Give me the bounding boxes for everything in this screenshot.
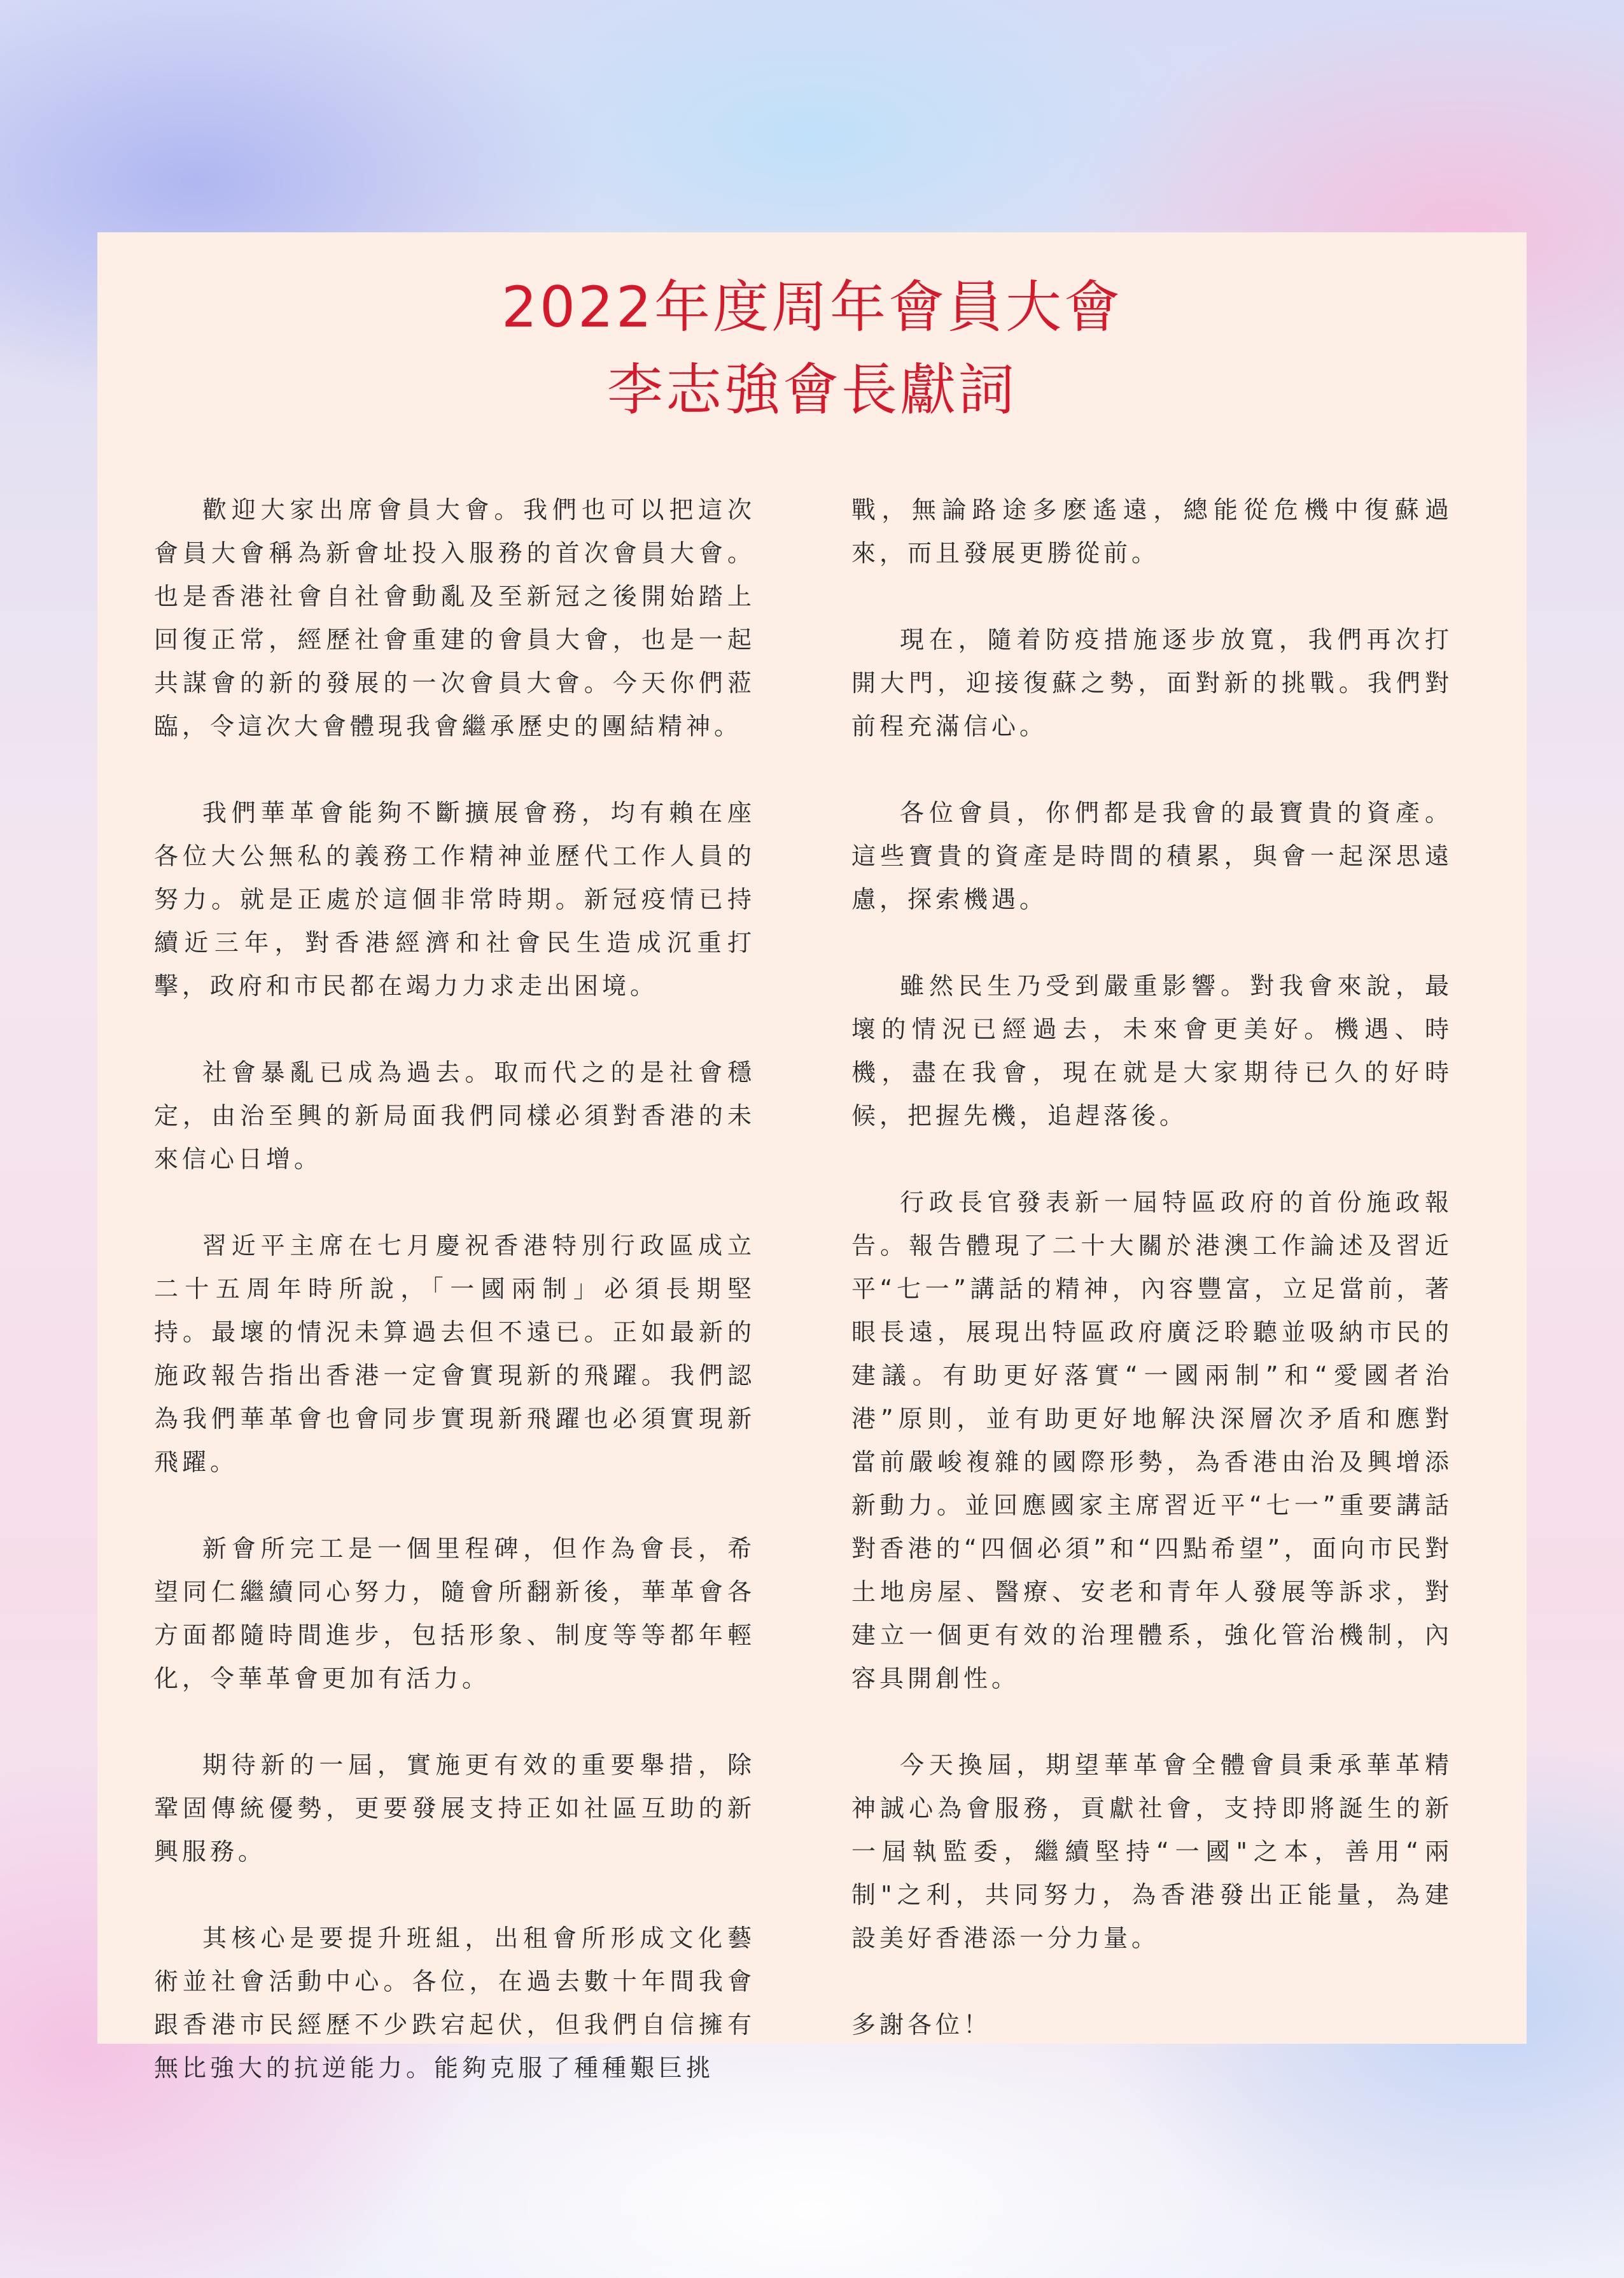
speech-title: 2022年度周年會員大會 <box>501 274 1123 340</box>
left-column <box>154 488 755 2090</box>
paragraph: 各位會員，你們都是我會的最寶貴的資產。這些寶貴的資產是時間的積累，與會一起深思遠慮，探索機遇。 <box>851 799 1453 913</box>
paragraph: 我們華革會能夠不斷擴展會務，均有賴在座各位大公無私的義務工作精神並歷代工作人員的努力。就是正處於這個非常時期。新冠疫情已持續近三年，對香港經濟和社會民生造成沉重打擊，政府和市民都在竭力力求走出困境。 <box>154 799 755 1000</box>
paragraph: 習近平主席在七月慶祝香港特別行政區成立二十五周年時所說，「一國兩制」必須長期堅持。最壞的情況未算過去但不遠已。正如最新的施政報告指出香港一定會實現新的飛躍。我們認為我們華革會也會同步實現新飛躍也必須實現新飛躍。 <box>154 1232 755 1476</box>
paragraph: 歡迎大家出席會員大會。我們也可以把這次會員大會稱為新會址投入服務的首次會員大會。也是香港社會自社會動亂及至新冠之後開始踏上回復正常，經歷社會重建的會員大會，也是一起共謀會的新的發展的一次會員大會。今天你們蒞臨，令這次大會體現我會繼承歷史的團結精神。 <box>154 496 755 740</box>
paragraph: 現在，隨着防疫措施逐步放寬，我們再次打開大門，迎接復蘇之勢，面對新的挑戰。我們對前程充滿信心。 <box>851 626 1453 740</box>
paragraph: 期待新的一屆，實施更有效的重要舉措，除鞏固傳統優勢，更要發展支持正如社區互助的新興服務。 <box>154 1751 755 1866</box>
paragraph: 戰，無論路途多麽遙遠，總能從危機中復蘇過來，而且發展更勝從前。 <box>851 496 1453 567</box>
paragraph: 新會所完工是一個里程碑，但作為會長，希望同仁繼續同心努力，隨會所翻新後，華革會各方面都隨時間進步，包括形象、制度等等都年輕化，令華革會更加有活力。 <box>154 1535 755 1692</box>
closing-line: 多謝各位！ <box>851 2011 992 2039</box>
speech-panel <box>97 232 1527 2082</box>
paragraph: 社會暴亂已成為過去。取而代之的是社會穩定，由治至興的新局面我們同樣必須對香港的未來信心日增。 <box>154 1058 755 1173</box>
paragraph: 行政長官發表新一屆特區政府的首份施政報告。報告體現了二十大關於港澳工作論述及習近平“七一”講話的精神，內容豐富，立足當前，著眼長遠，展現出特區政府廣泛聆聽並吸納市民的建議。有助更好落實“一國兩制”和“愛國者治港”原則，並有助更好地解決深層次矛盾和應對當前嚴峻複雜的國際形勢，為香港由治及興增添新動力。並回應國家主席習近平“七一”重要講話對香港的“四個必須”和“四點希望”，面向市民對土地房屋、醫療、安老和青年人發展等訴求，對建立一個更有效的治理體系，強化管治機制，內容具開創性。 <box>851 1188 1453 1692</box>
paragraph: 其核心是要提升班組，出租會所形成文化藝術並社會活動中心。各位，在過去數十年間我會跟香港市民經歷不少跌宕起伏，但我們自信擁有無比強大的抗逆能力。能夠克服了種種艱巨挑 <box>154 1924 755 2082</box>
paragraph: 今天換屆，期望華革會全體會員秉承華革精神誠心為會服務，貢獻社會，支持即將誕生的新一屆執監委，繼續堅持“一國"之本，善用“兩制"之利，共同努力，為香港發出正能量，為建設美好香港添一分力量。 <box>851 1751 1453 1952</box>
paragraph: 雖然民生乃受到嚴重影響。對我會來說，最壞的情況已經過去，未來會更美好。機遇、時機，盡在我會，現在就是大家期待已久的好時候，把握先機，追趕落後。 <box>851 972 1453 1130</box>
speech-subtitle: 李志強會長獻詞 <box>606 357 1017 423</box>
right-column <box>851 488 1453 2046</box>
